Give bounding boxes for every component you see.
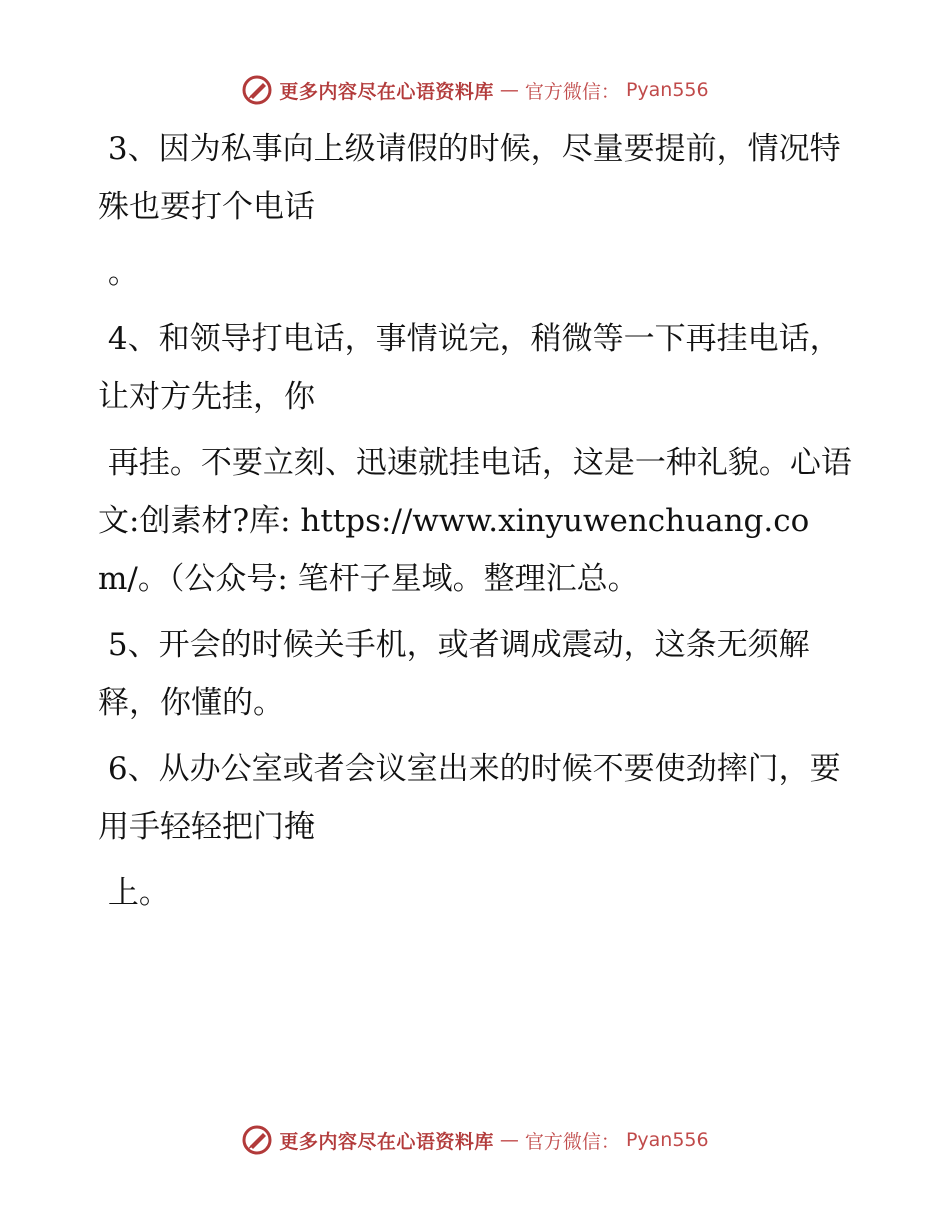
header-watermark [0, 74, 950, 106]
paragraph-5: 5、开会的时候关手机，或者调成震动，这条无须解释，你懂的。 [98, 627, 810, 721]
paragraph-3: 3、因为私事向上级请假的时候，尽量要提前，情况特殊也要打个电话 [98, 131, 841, 225]
footer-watermark [0, 1124, 950, 1156]
paragraph-4-cont: 再挂。不要立刻、迅速就挂电话，这是一种礼貌。心语文:创素材?库: https://www.xinyuwenchuang.com/。（公众号: 笔杆子星域。整理汇总。 [98, 445, 852, 597]
pen-logo-icon [241, 1124, 273, 1156]
paragraph-6-end: 上。 [98, 875, 170, 911]
watermark-text: 更多内容尽在心语资料库 [279, 1130, 494, 1153]
watermark-sub: 官方微信： [524, 1130, 620, 1153]
document-body [98, 120, 858, 930]
paragraph-6: 6、从办公室或者会议室出来的时候不要使劲摔门，要用手轻轻把门掩 [98, 751, 841, 845]
watermark-dash: — [499, 79, 519, 101]
watermark-sub: 官方微信： [524, 80, 620, 103]
paragraph-4: 4、和领导打电话，事情说完，稍微等一下再挂电话，让对方先挂，你 [98, 321, 841, 415]
pen-logo-icon [241, 74, 273, 106]
paragraph-3-end: 。 [98, 255, 139, 291]
watermark-dash: — [499, 1129, 519, 1151]
watermark-account: Pyan556 [625, 1129, 709, 1151]
watermark-text: 更多内容尽在心语资料库 [279, 80, 494, 103]
watermark-account: Pyan556 [625, 79, 709, 101]
